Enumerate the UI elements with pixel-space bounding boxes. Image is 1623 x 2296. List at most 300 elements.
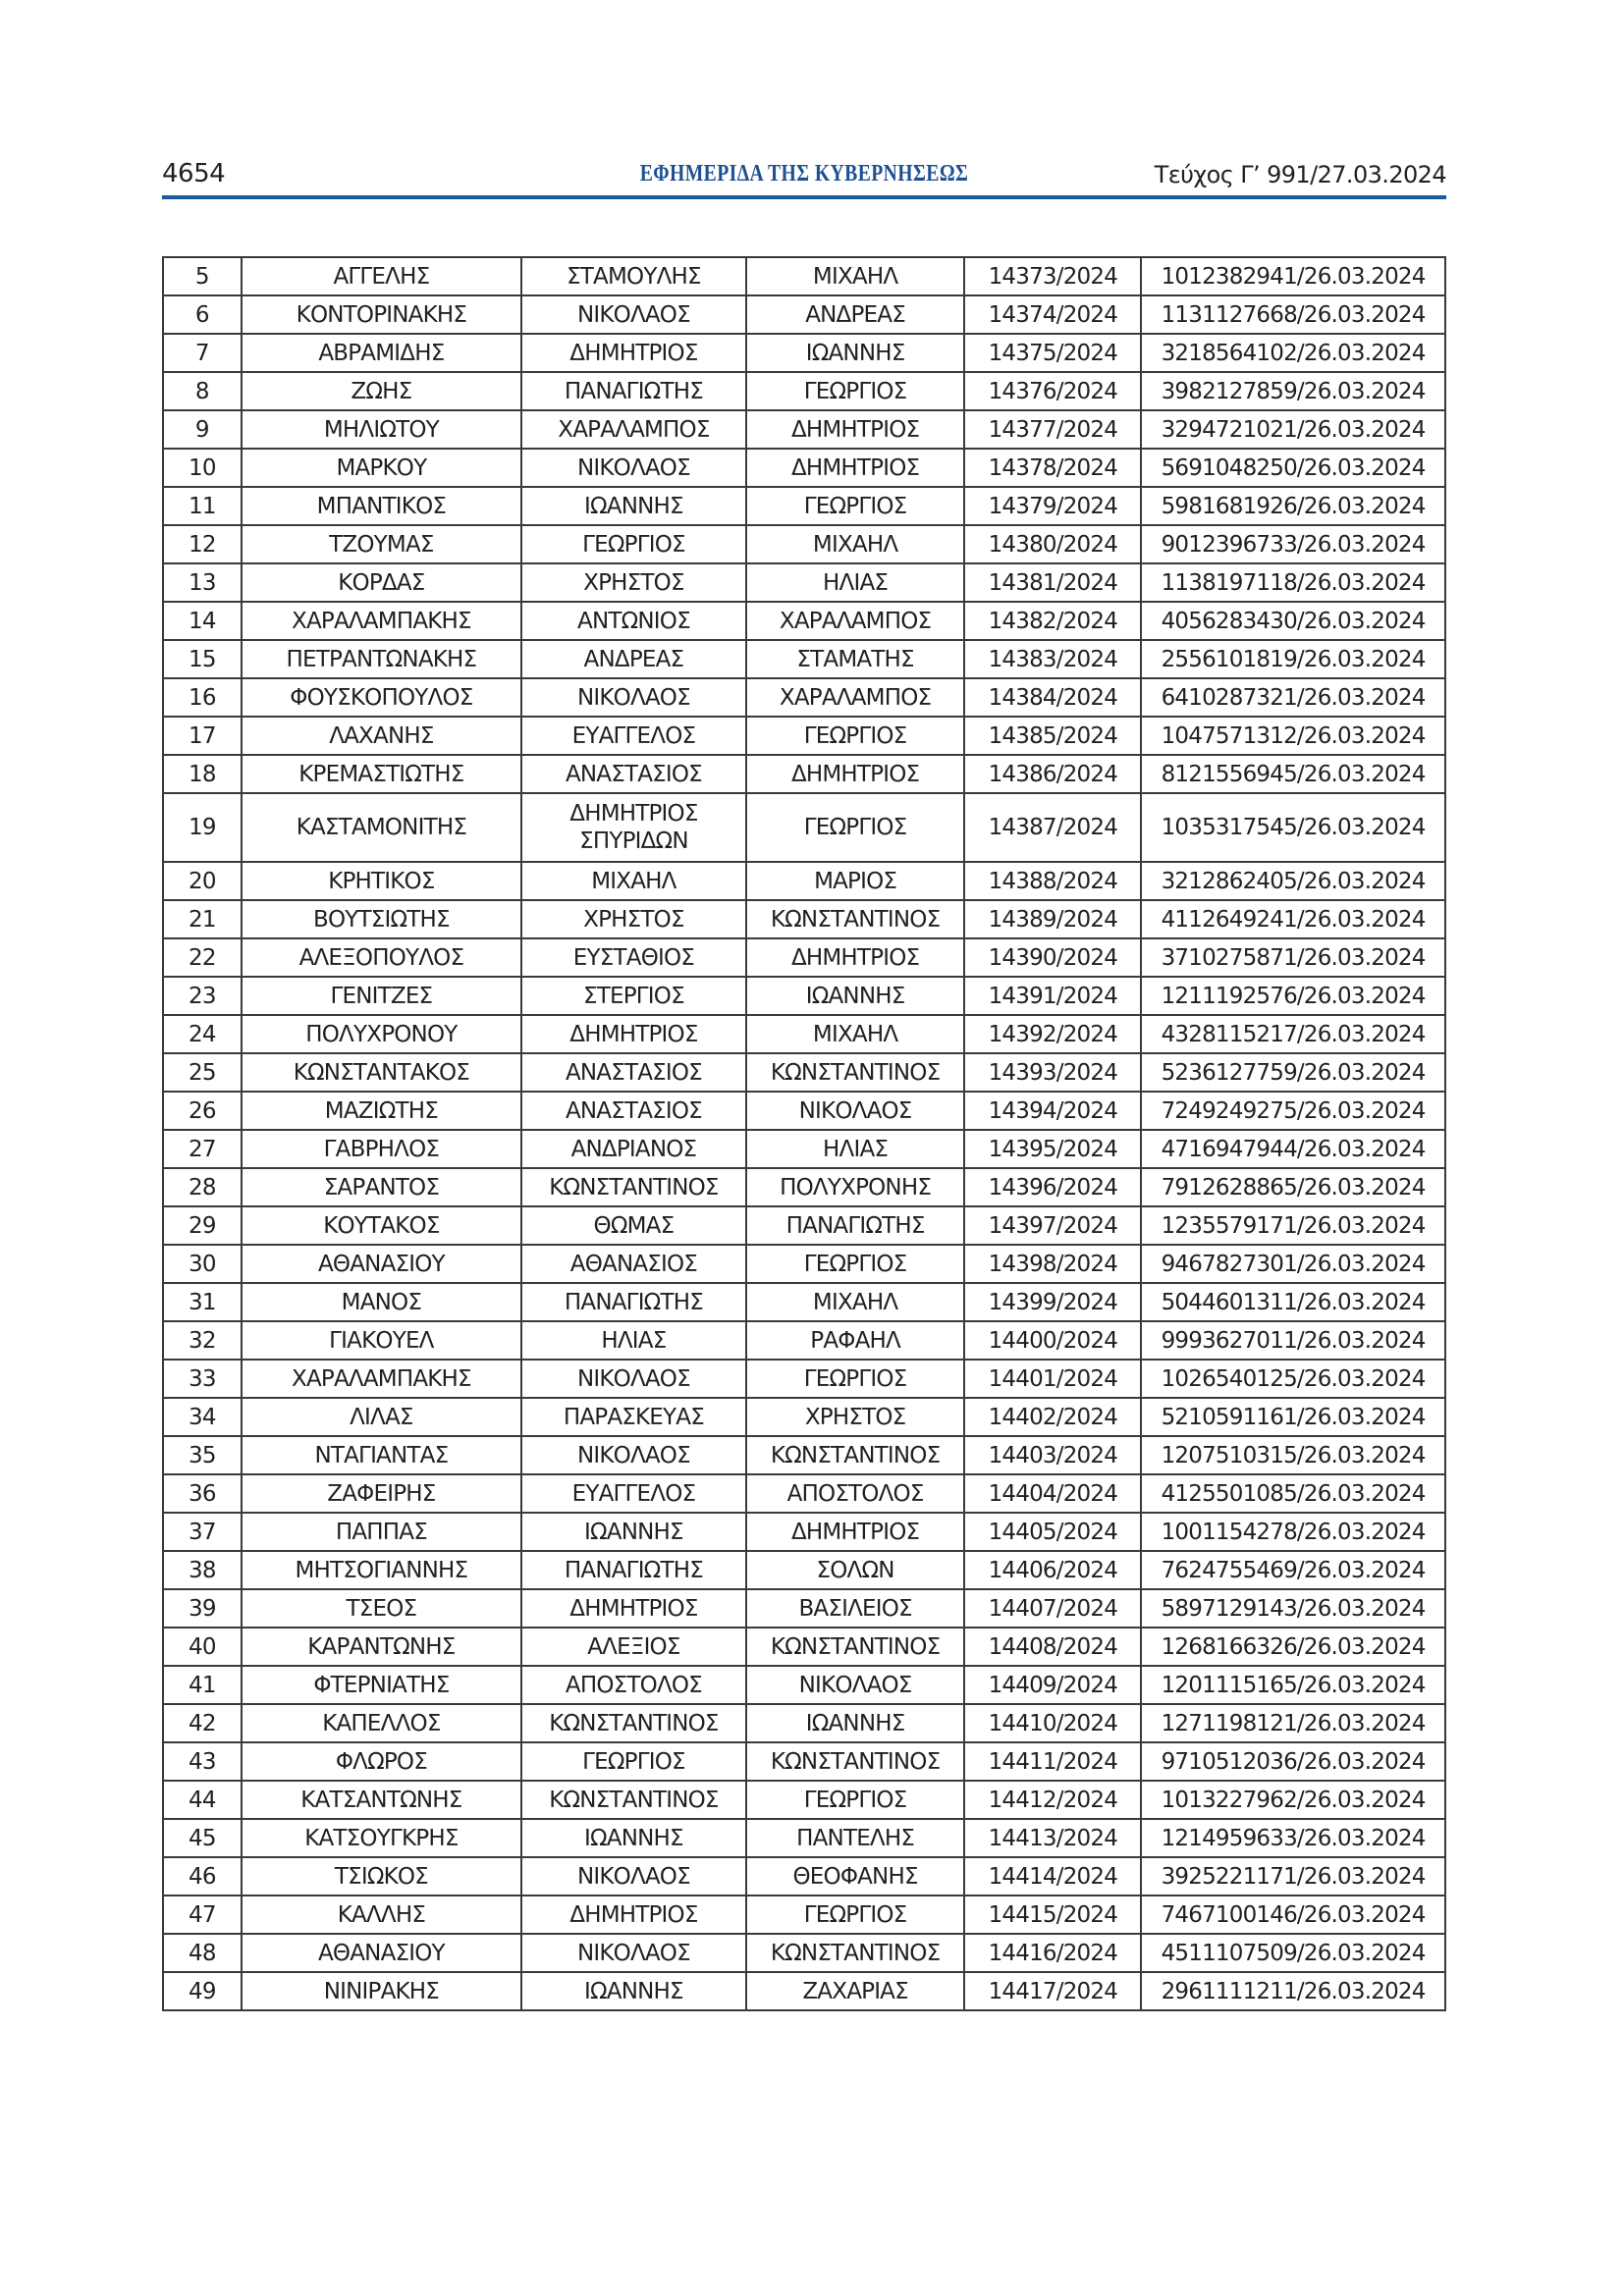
cell-protocol-number: 14375/2024: [964, 334, 1141, 372]
first-name-line: ΝΙΚΟΛΑΟΣ: [576, 1442, 690, 1468]
cell-protocol-number: 14377/2024: [964, 410, 1141, 449]
cell-reference-date: 4328115217/26.03.2024: [1141, 1015, 1445, 1053]
cell-father-name: ΣΟΛΩΝ: [746, 1551, 965, 1589]
cell-protocol-number: 14383/2024: [964, 640, 1141, 678]
table-row: [163, 1168, 1445, 1206]
table-row: [163, 717, 1445, 755]
cell-surname: ΛΙΛΑΣ: [242, 1398, 521, 1436]
cell-reference-date: 2961111211/26.03.2024: [1141, 1972, 1445, 2010]
cell-row-number: 37: [163, 1513, 242, 1551]
cell-first-name: [521, 938, 746, 977]
cell-first-name: [521, 755, 746, 793]
cell-row-number: 23: [163, 977, 242, 1015]
first-name-line: ΧΡΗΣΤΟΣ: [583, 569, 684, 596]
cell-father-name: ΓΕΩΡΓΙΟΣ: [746, 487, 965, 525]
cell-father-name: ΝΙΚΟΛΑΟΣ: [746, 1666, 965, 1704]
cell-reference-date: 5210591161/26.03.2024: [1141, 1398, 1445, 1436]
cell-protocol-number: 14378/2024: [964, 449, 1141, 487]
cell-reference-date: 1012382941/26.03.2024: [1141, 257, 1445, 295]
cell-surname: ΦΟΥΣΚΟΠΟΥΛΟΣ: [242, 678, 521, 717]
cell-first-name: [521, 1513, 746, 1551]
cell-protocol-number: 14400/2024: [964, 1321, 1141, 1360]
cell-protocol-number: 14389/2024: [964, 900, 1141, 938]
cell-reference-date: 3294721021/26.03.2024: [1141, 410, 1445, 449]
cell-father-name: ΚΩΝΣΤΑΝΤΙΝΟΣ: [746, 1934, 965, 1972]
cell-surname: ΚΟΡΔΑΣ: [242, 563, 521, 602]
table-row: [163, 1628, 1445, 1666]
cell-surname: ΚΑΣΤΑΜΟΝΙΤΗΣ: [242, 793, 521, 862]
cell-surname: ΜΗΛΙΩΤΟΥ: [242, 410, 521, 449]
cell-protocol-number: 14409/2024: [964, 1666, 1141, 1704]
cell-surname: ΤΖΟΥΜΑΣ: [242, 525, 521, 563]
cell-father-name: ΓΕΩΡΓΙΟΣ: [746, 372, 965, 410]
cell-father-name: ΧΡΗΣΤΟΣ: [746, 1398, 965, 1436]
first-name-line: ΚΩΝΣΤΑΝΤΙΝΟΣ: [549, 1787, 719, 1813]
cell-surname: ΑΒΡΑΜΙΔΗΣ: [242, 334, 521, 372]
cell-protocol-number: 14382/2024: [964, 602, 1141, 640]
cell-father-name: ΙΩΑΝΝΗΣ: [746, 334, 965, 372]
cell-first-name: [521, 1589, 746, 1628]
first-name-line: ΑΠΟΣΤΟΛΟΣ: [565, 1672, 702, 1698]
cell-reference-date: 5897129143/26.03.2024: [1141, 1589, 1445, 1628]
cell-father-name: ΗΛΙΑΣ: [746, 1130, 965, 1168]
cell-father-name: ΒΑΣΙΛΕΙΟΣ: [746, 1589, 965, 1628]
cell-first-name: [521, 563, 746, 602]
table-row: [163, 862, 1445, 900]
cell-reference-date: 4511107509/26.03.2024: [1141, 1934, 1445, 1972]
cell-first-name: [521, 525, 746, 563]
cell-father-name: ΓΕΩΡΓΙΟΣ: [746, 1360, 965, 1398]
cell-surname: ΜΑΝΟΣ: [242, 1283, 521, 1321]
first-name-line: ΚΩΝΣΤΑΝΤΙΝΟΣ: [549, 1174, 719, 1201]
gazette-title: ΕΦΗΜΕΡΙΔΑ ΤΗΣ ΚΥΒΕΡΝΗΣΕΩΣ: [639, 161, 969, 187]
cell-reference-date: 1131127668/26.03.2024: [1141, 295, 1445, 334]
table-row: [163, 334, 1445, 372]
cell-reference-date: 1201115165/26.03.2024: [1141, 1666, 1445, 1704]
cell-father-name: ΓΕΩΡΓΙΟΣ: [746, 1781, 965, 1819]
first-name-line: ΝΙΚΟΛΑΟΣ: [576, 1365, 690, 1392]
cell-protocol-number: 14385/2024: [964, 717, 1141, 755]
cell-surname: ΧΑΡΑΛΑΜΠΑΚΗΣ: [242, 1360, 521, 1398]
issue-reference: Τεύχος Γ’ 991/27.03.2024: [1154, 161, 1446, 188]
cell-row-number: 40: [163, 1628, 242, 1666]
cell-first-name: [521, 334, 746, 372]
first-name-line: ΓΕΩΡΓΙΟΣ: [582, 531, 685, 558]
table-row: [163, 900, 1445, 938]
table-row: [163, 602, 1445, 640]
cell-reference-date: 7912628865/26.03.2024: [1141, 1168, 1445, 1206]
cell-first-name: [521, 1436, 746, 1474]
header-rule: [162, 195, 1446, 199]
cell-protocol-number: 14407/2024: [964, 1589, 1141, 1628]
registry-table-body: [163, 257, 1445, 2010]
registry-table: [162, 256, 1446, 2011]
cell-reference-date: 6410287321/26.03.2024: [1141, 678, 1445, 717]
cell-protocol-number: 14398/2024: [964, 1245, 1141, 1283]
cell-father-name: ΝΙΚΟΛΑΟΣ: [746, 1092, 965, 1130]
cell-protocol-number: 14387/2024: [964, 793, 1141, 862]
cell-protocol-number: 14413/2024: [964, 1819, 1141, 1857]
first-name-line: ΝΙΚΟΛΑΟΣ: [576, 684, 690, 711]
first-name-line: ΑΝΔΡΕΑΣ: [583, 646, 684, 672]
table-row: [163, 487, 1445, 525]
cell-protocol-number: 14416/2024: [964, 1934, 1141, 1972]
cell-row-number: 21: [163, 900, 242, 938]
first-name-line: ΧΡΗΣΤΟΣ: [583, 906, 684, 933]
cell-first-name: [521, 1321, 746, 1360]
cell-protocol-number: 14412/2024: [964, 1781, 1141, 1819]
cell-first-name: [521, 1896, 746, 1934]
table-row: [163, 449, 1445, 487]
cell-surname: ΚΑΠΕΛΛΟΣ: [242, 1704, 521, 1742]
cell-row-number: 42: [163, 1704, 242, 1742]
table-row: [163, 1015, 1445, 1053]
cell-first-name: [521, 1053, 746, 1092]
cell-protocol-number: 14411/2024: [964, 1742, 1141, 1781]
cell-reference-date: 1026540125/26.03.2024: [1141, 1360, 1445, 1398]
cell-first-name: [521, 1015, 746, 1053]
cell-reference-date: 1001154278/26.03.2024: [1141, 1513, 1445, 1551]
cell-row-number: 10: [163, 449, 242, 487]
cell-surname: ΑΓΓΕΛΗΣ: [242, 257, 521, 295]
first-name-line: ΔΗΜΗΤΡΙΟΣ: [569, 1021, 698, 1047]
cell-first-name: [521, 1972, 746, 2010]
cell-reference-date: 1207510315/26.03.2024: [1141, 1436, 1445, 1474]
first-name-line: ΝΙΚΟΛΑΟΣ: [576, 454, 690, 481]
cell-surname: ΠΑΠΠΑΣ: [242, 1513, 521, 1551]
cell-first-name: [521, 793, 746, 862]
table-row: [163, 1206, 1445, 1245]
cell-protocol-number: 14410/2024: [964, 1704, 1141, 1742]
cell-protocol-number: 14376/2024: [964, 372, 1141, 410]
cell-reference-date: 1268166326/26.03.2024: [1141, 1628, 1445, 1666]
cell-reference-date: 4125501085/26.03.2024: [1141, 1474, 1445, 1513]
table-row: [163, 1321, 1445, 1360]
cell-protocol-number: 14414/2024: [964, 1857, 1141, 1896]
cell-first-name: [521, 1474, 746, 1513]
first-name-line: ΠΑΡΑΣΚΕΥΑΣ: [563, 1404, 704, 1430]
first-name-line: ΓΕΩΡΓΙΟΣ: [582, 1748, 685, 1775]
cell-protocol-number: 14381/2024: [964, 563, 1141, 602]
cell-first-name: [521, 1130, 746, 1168]
cell-reference-date: 7249249275/26.03.2024: [1141, 1092, 1445, 1130]
cell-row-number: 45: [163, 1819, 242, 1857]
first-name-line: ΑΝΤΩΝΙΟΣ: [577, 608, 690, 634]
cell-first-name: [521, 862, 746, 900]
first-name-line: ΠΑΝΑΓΙΩΤΗΣ: [564, 378, 703, 404]
cell-first-name: [521, 1742, 746, 1781]
cell-surname: ΓΕΝΙΤΖΕΣ: [242, 977, 521, 1015]
page-header: [162, 157, 1446, 188]
table-row: [163, 1053, 1445, 1092]
cell-first-name: [521, 1283, 746, 1321]
first-name-line: ΧΑΡΑΛΑΜΠΟΣ: [558, 416, 710, 443]
cell-row-number: 7: [163, 334, 242, 372]
cell-first-name: [521, 1666, 746, 1704]
first-name-line: ΑΝΑΣΤΑΣΙΟΣ: [565, 761, 702, 787]
cell-first-name: [521, 1819, 746, 1857]
cell-protocol-number: 14379/2024: [964, 487, 1141, 525]
table-row: [163, 1972, 1445, 2010]
cell-father-name: ΜΙΧΑΗΛ: [746, 1015, 965, 1053]
cell-first-name: [521, 1628, 746, 1666]
cell-first-name: [521, 900, 746, 938]
cell-surname: ΝΙΝΙΡΑΚΗΣ: [242, 1972, 521, 2010]
cell-reference-date: 9467827301/26.03.2024: [1141, 1245, 1445, 1283]
cell-row-number: 15: [163, 640, 242, 678]
cell-row-number: 43: [163, 1742, 242, 1781]
table-row: [163, 1666, 1445, 1704]
cell-row-number: 8: [163, 372, 242, 410]
cell-first-name: [521, 717, 746, 755]
cell-first-name: [521, 1704, 746, 1742]
cell-first-name: [521, 1398, 746, 1436]
cell-father-name: ΓΕΩΡΓΙΟΣ: [746, 1896, 965, 1934]
first-name-line: ΠΑΝΑΓΙΩΤΗΣ: [564, 1289, 703, 1315]
cell-protocol-number: 14402/2024: [964, 1398, 1141, 1436]
cell-protocol-number: 14390/2024: [964, 938, 1141, 977]
cell-surname: ΧΑΡΑΛΑΜΠΑΚΗΣ: [242, 602, 521, 640]
cell-protocol-number: 14388/2024: [964, 862, 1141, 900]
cell-protocol-number: 14391/2024: [964, 977, 1141, 1015]
cell-protocol-number: 14373/2024: [964, 257, 1141, 295]
cell-first-name: [521, 1092, 746, 1130]
cell-surname: ΦΛΩΡΟΣ: [242, 1742, 521, 1781]
first-name-line: ΑΝΔΡΙΑΝΟΣ: [570, 1136, 697, 1162]
table-row: [163, 1130, 1445, 1168]
cell-father-name: ΚΩΝΣΤΑΝΤΙΝΟΣ: [746, 1628, 965, 1666]
cell-father-name: ΚΩΝΣΤΑΝΤΙΝΟΣ: [746, 1436, 965, 1474]
cell-father-name: ΣΤΑΜΑΤΗΣ: [746, 640, 965, 678]
cell-surname: ΚΟΥΤΑΚΟΣ: [242, 1206, 521, 1245]
cell-row-number: 6: [163, 295, 242, 334]
cell-father-name: ΔΗΜΗΤΡΙΟΣ: [746, 449, 965, 487]
cell-surname: ΠΕΤΡΑΝΤΩΝΑΚΗΣ: [242, 640, 521, 678]
cell-father-name: ΔΗΜΗΤΡΙΟΣ: [746, 1513, 965, 1551]
cell-surname: ΜΠΑΝΤΙΚΟΣ: [242, 487, 521, 525]
table-row: [163, 1819, 1445, 1857]
cell-row-number: 35: [163, 1436, 242, 1474]
cell-row-number: 48: [163, 1934, 242, 1972]
cell-first-name: [521, 1206, 746, 1245]
cell-protocol-number: 14394/2024: [964, 1092, 1141, 1130]
cell-row-number: 38: [163, 1551, 242, 1589]
cell-first-name: [521, 449, 746, 487]
cell-row-number: 46: [163, 1857, 242, 1896]
cell-reference-date: 1211192576/26.03.2024: [1141, 977, 1445, 1015]
cell-first-name: [521, 1245, 746, 1283]
cell-protocol-number: 14406/2024: [964, 1551, 1141, 1589]
first-name-line: ΔΗΜΗΤΡΙΟΣ: [569, 801, 698, 827]
cell-reference-date: 1035317545/26.03.2024: [1141, 793, 1445, 862]
cell-reference-date: 3212862405/26.03.2024: [1141, 862, 1445, 900]
first-name-line: ΙΩΑΝΝΗΣ: [584, 1519, 683, 1545]
cell-first-name: [521, 487, 746, 525]
cell-surname: ΚΩΝΣΤΑΝΤΑΚΟΣ: [242, 1053, 521, 1092]
cell-father-name: ΚΩΝΣΤΑΝΤΙΝΟΣ: [746, 900, 965, 938]
cell-surname: ΑΘΑΝΑΣΙΟΥ: [242, 1245, 521, 1283]
cell-reference-date: 2556101819/26.03.2024: [1141, 640, 1445, 678]
cell-reference-date: 9993627011/26.03.2024: [1141, 1321, 1445, 1360]
cell-first-name: [521, 1360, 746, 1398]
table-row: [163, 1704, 1445, 1742]
cell-father-name: ΓΕΩΡΓΙΟΣ: [746, 1245, 965, 1283]
cell-row-number: 29: [163, 1206, 242, 1245]
cell-surname: ΤΣΙΩΚΟΣ: [242, 1857, 521, 1896]
cell-row-number: 39: [163, 1589, 242, 1628]
cell-reference-date: 1138197118/26.03.2024: [1141, 563, 1445, 602]
cell-row-number: 49: [163, 1972, 242, 2010]
cell-surname: ΛΑΧΑΝΗΣ: [242, 717, 521, 755]
cell-reference-date: 1047571312/26.03.2024: [1141, 717, 1445, 755]
cell-surname: ΚΟΝΤΟΡΙΝΑΚΗΣ: [242, 295, 521, 334]
cell-father-name: ΙΩΑΝΝΗΣ: [746, 1704, 965, 1742]
cell-first-name: [521, 257, 746, 295]
cell-surname: ΒΟΥΤΣΙΩΤΗΣ: [242, 900, 521, 938]
first-name-line: ΑΝΑΣΤΑΣΙΟΣ: [565, 1097, 702, 1124]
table-row: [163, 563, 1445, 602]
table-row: [163, 1742, 1445, 1781]
cell-first-name: [521, 977, 746, 1015]
cell-father-name: ΑΠΟΣΤΟΛΟΣ: [746, 1474, 965, 1513]
cell-father-name: ΘΕΟΦΑΝΗΣ: [746, 1857, 965, 1896]
first-name-line: ΙΩΑΝΝΗΣ: [584, 1825, 683, 1851]
cell-surname: ΜΗΤΣΟΓΙΑΝΝΗΣ: [242, 1551, 521, 1589]
table-row: [163, 1781, 1445, 1819]
cell-father-name: ΜΙΧΑΗΛ: [746, 525, 965, 563]
first-name-line: ΔΗΜΗΤΡΙΟΣ: [569, 1901, 698, 1928]
table-row: [163, 1245, 1445, 1283]
cell-row-number: 12: [163, 525, 242, 563]
cell-first-name: [521, 1857, 746, 1896]
cell-row-number: 47: [163, 1896, 242, 1934]
cell-father-name: ΔΗΜΗΤΡΙΟΣ: [746, 410, 965, 449]
cell-surname: ΦΤΕΡΝΙΑΤΗΣ: [242, 1666, 521, 1704]
cell-row-number: 13: [163, 563, 242, 602]
cell-row-number: 26: [163, 1092, 242, 1130]
cell-row-number: 18: [163, 755, 242, 793]
first-name-line: ΕΥΑΓΓΕΛΟΣ: [571, 722, 696, 749]
cell-reference-date: 8121556945/26.03.2024: [1141, 755, 1445, 793]
cell-reference-date: 4056283430/26.03.2024: [1141, 602, 1445, 640]
cell-row-number: 16: [163, 678, 242, 717]
cell-surname: ΚΡΕΜΑΣΤΙΩΤΗΣ: [242, 755, 521, 793]
first-name-line: ΣΤΕΡΓΙΟΣ: [583, 983, 684, 1009]
cell-surname: ΤΣΕΟΣ: [242, 1589, 521, 1628]
cell-reference-date: 1271198121/26.03.2024: [1141, 1704, 1445, 1742]
first-name-line: ΙΩΑΝΝΗΣ: [584, 493, 683, 519]
cell-row-number: 22: [163, 938, 242, 977]
cell-first-name: [521, 602, 746, 640]
first-name-line: ΔΗΜΗΤΡΙΟΣ: [569, 340, 698, 366]
table-row: [163, 295, 1445, 334]
cell-protocol-number: 14392/2024: [964, 1015, 1141, 1053]
cell-reference-date: 4112649241/26.03.2024: [1141, 900, 1445, 938]
cell-father-name: ΡΑΦΑΗΛ: [746, 1321, 965, 1360]
cell-reference-date: 5044601311/26.03.2024: [1141, 1283, 1445, 1321]
cell-reference-date: 5236127759/26.03.2024: [1141, 1053, 1445, 1092]
cell-row-number: 20: [163, 862, 242, 900]
cell-row-number: 33: [163, 1360, 242, 1398]
first-name-line: ΕΥΣΤΑΘΙΟΣ: [572, 944, 695, 971]
first-name-line: ΔΗΜΗΤΡΙΟΣ: [569, 1595, 698, 1622]
table-row: [163, 977, 1445, 1015]
table-row: [163, 1857, 1445, 1896]
cell-protocol-number: 14393/2024: [964, 1053, 1141, 1092]
cell-surname: ΓΑΒΡΗΛΟΣ: [242, 1130, 521, 1168]
cell-row-number: 19: [163, 793, 242, 862]
first-name-line: ΝΙΚΟΛΑΟΣ: [576, 1863, 690, 1890]
cell-surname: ΑΛΕΞΟΠΟΥΛΟΣ: [242, 938, 521, 977]
cell-first-name: [521, 640, 746, 678]
cell-father-name: ΙΩΑΝΝΗΣ: [746, 977, 965, 1015]
cell-reference-date: 7624755469/26.03.2024: [1141, 1551, 1445, 1589]
first-name-line: ΣΤΑΜΟΥΛΗΣ: [567, 263, 701, 290]
cell-reference-date: 9012396733/26.03.2024: [1141, 525, 1445, 563]
cell-surname: ΖΑΦΕΙΡΗΣ: [242, 1474, 521, 1513]
first-name-line: ΑΝΑΣΤΑΣΙΟΣ: [565, 1059, 702, 1086]
cell-father-name: ΖΑΧΑΡΙΑΣ: [746, 1972, 965, 2010]
cell-reference-date: 1013227962/26.03.2024: [1141, 1781, 1445, 1819]
cell-protocol-number: 14396/2024: [964, 1168, 1141, 1206]
first-name-line: ΘΩΜΑΣ: [593, 1212, 675, 1239]
cell-first-name: [521, 1168, 746, 1206]
cell-protocol-number: 14399/2024: [964, 1283, 1141, 1321]
cell-father-name: ΧΑΡΑΛΑΜΠΟΣ: [746, 602, 965, 640]
cell-row-number: 30: [163, 1245, 242, 1283]
cell-surname: ΚΑΡΑΝΤΩΝΗΣ: [242, 1628, 521, 1666]
table-row: [163, 640, 1445, 678]
cell-first-name: [521, 410, 746, 449]
cell-protocol-number: 14405/2024: [964, 1513, 1141, 1551]
table-row: [163, 1283, 1445, 1321]
table-row: [163, 1360, 1445, 1398]
cell-surname: ΚΑΤΣΟΥΓΚΡΗΣ: [242, 1819, 521, 1857]
first-name-line: ΝΙΚΟΛΑΟΣ: [576, 1940, 690, 1966]
cell-reference-date: 3925221171/26.03.2024: [1141, 1857, 1445, 1896]
cell-reference-date: 3218564102/26.03.2024: [1141, 334, 1445, 372]
first-name-line: ΣΠΥΡΙΔΩΝ: [579, 828, 688, 854]
first-name-line: ΑΛΕΞΙΟΣ: [587, 1633, 680, 1660]
cell-father-name: ΔΗΜΗΤΡΙΟΣ: [746, 938, 965, 977]
cell-father-name: ΚΩΝΣΤΑΝΤΙΝΟΣ: [746, 1742, 965, 1781]
cell-father-name: ΠΟΛΥΧΡΟΝΗΣ: [746, 1168, 965, 1206]
table-row: [163, 1474, 1445, 1513]
table-row: [163, 1934, 1445, 1972]
cell-protocol-number: 14408/2024: [964, 1628, 1141, 1666]
cell-row-number: 28: [163, 1168, 242, 1206]
cell-surname: ΠΟΛΥΧΡΟΝΟΥ: [242, 1015, 521, 1053]
cell-father-name: ΔΗΜΗΤΡΙΟΣ: [746, 755, 965, 793]
cell-reference-date: 3710275871/26.03.2024: [1141, 938, 1445, 977]
table-row: [163, 793, 1445, 862]
cell-protocol-number: 14395/2024: [964, 1130, 1141, 1168]
cell-first-name: [521, 678, 746, 717]
cell-reference-date: 5981681926/26.03.2024: [1141, 487, 1445, 525]
cell-row-number: 44: [163, 1781, 242, 1819]
table-row: [163, 257, 1445, 295]
first-name-line: ΝΙΚΟΛΑΟΣ: [576, 301, 690, 328]
first-name-line: ΑΘΑΝΑΣΙΟΣ: [569, 1251, 698, 1277]
cell-row-number: 11: [163, 487, 242, 525]
table-row: [163, 755, 1445, 793]
cell-father-name: ΓΕΩΡΓΙΟΣ: [746, 717, 965, 755]
cell-protocol-number: 14380/2024: [964, 525, 1141, 563]
cell-surname: ΚΡΗΤΙΚΟΣ: [242, 862, 521, 900]
cell-first-name: [521, 372, 746, 410]
cell-row-number: 25: [163, 1053, 242, 1092]
cell-father-name: ΠΑΝΤΕΛΗΣ: [746, 1819, 965, 1857]
